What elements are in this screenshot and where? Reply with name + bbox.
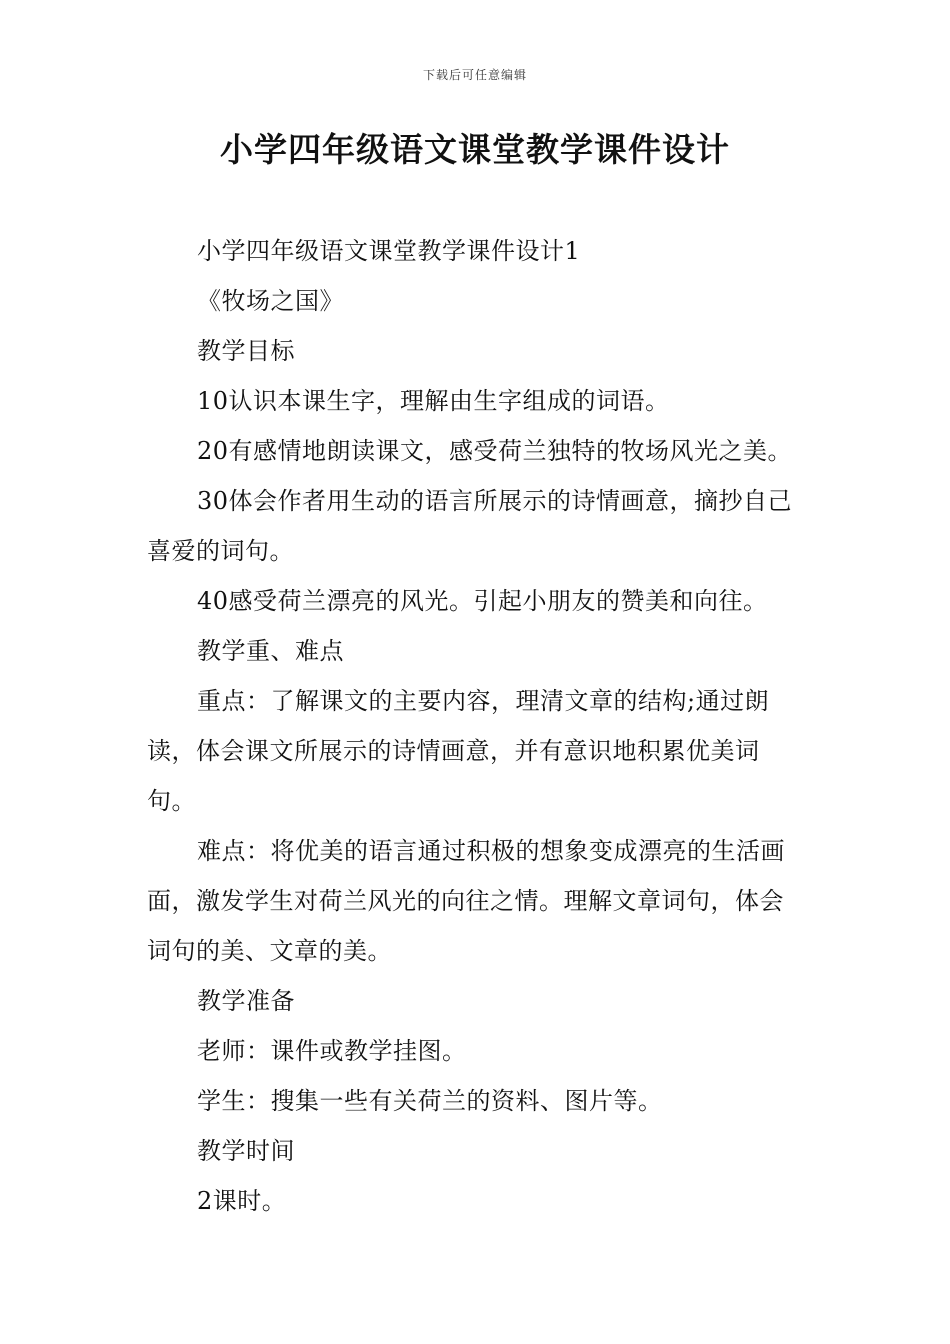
document-title: 小学四年级语文课堂教学课件设计: [220, 130, 730, 169]
paragraph-keypoint: 重点：了解课文的主要内容，理清文章的结构;通过朗读，体会课文所展示的诗情画意，并有意识地积累优美词句。: [147, 687, 770, 815]
paragraph-goals-heading: 教学目标: [197, 337, 295, 365]
paragraph-teacher-prep: 老师：课件或教学挂图。: [197, 1037, 467, 1065]
paragraph-lesson-title: 《牧场之国》: [197, 287, 344, 315]
header-note: 下载后可任意编辑: [422, 68, 527, 82]
paragraph-time-heading: 教学时间: [197, 1137, 295, 1165]
paragraph-keypoints-heading: 教学重、难点: [197, 637, 344, 665]
paragraph-difficulty: 难点：将优美的语言通过积极的想象变成漂亮的生活画面，激发学生对荷兰风光的向往之情。理解文章词句，体会词句的美、文章的美。: [147, 837, 785, 965]
document-body: [147, 226, 807, 1226]
paragraph-goal-1: 10认识本课生字，理解由生字组成的词语。: [197, 387, 670, 415]
paragraph-goal-4: 40感受荷兰漂亮的风光。引起小朋友的赞美和向往。: [197, 587, 768, 615]
paragraph-student-prep: 学生：搜集一些有关荷兰的资料、图片等。: [197, 1087, 663, 1115]
paragraph-goal-3: 30体会作者用生动的语言所展示的诗情画意，摘抄自己喜爱的词句。: [147, 487, 793, 565]
paragraph-preparation-heading: 教学准备: [197, 987, 295, 1015]
paragraph-goal-2: 20有感情地朗读课文，感受荷兰独特的牧场风光之美。: [197, 437, 793, 465]
paragraph-time: 2课时。: [197, 1187, 287, 1215]
paragraph-section-heading: 小学四年级语文课堂教学课件设计1: [197, 237, 581, 265]
